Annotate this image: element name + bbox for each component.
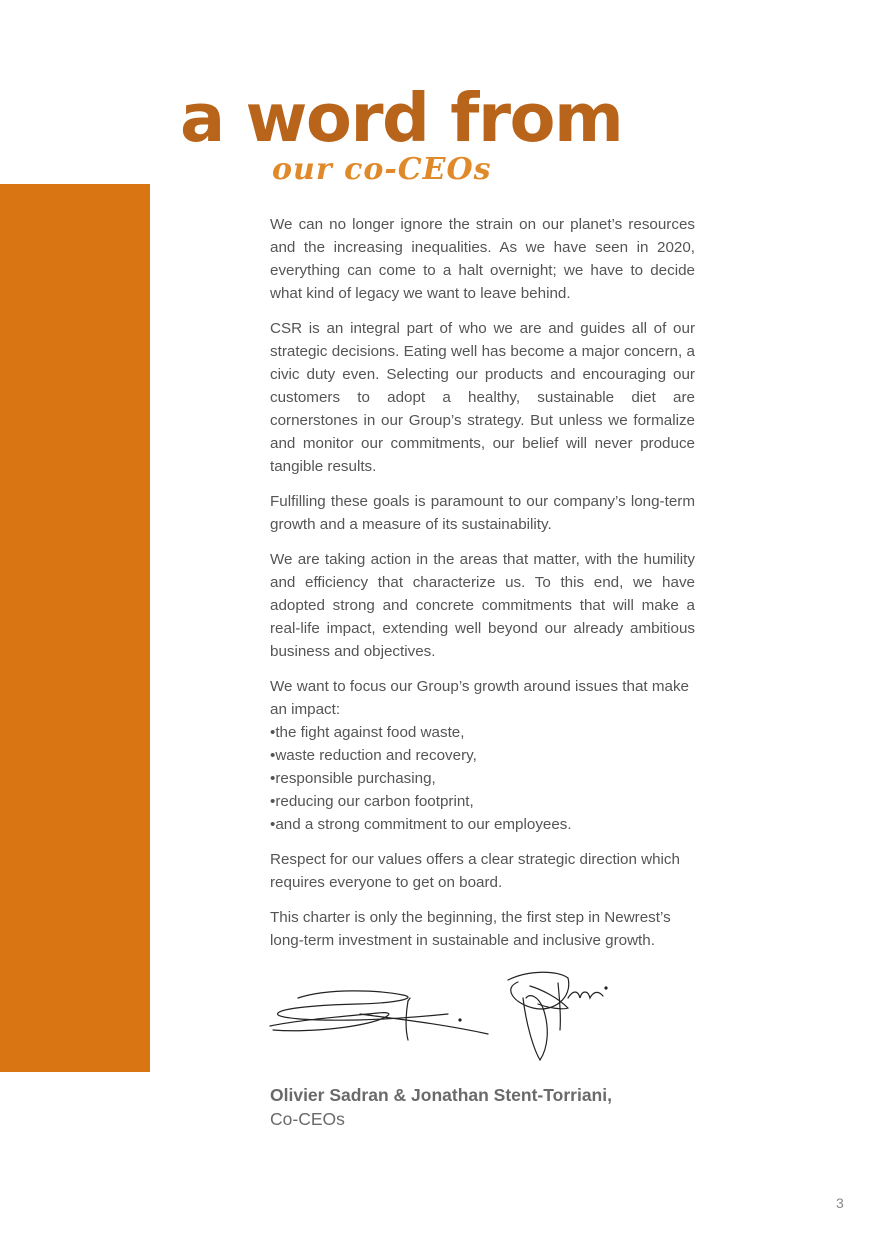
focus-item: • reducing our carbon footprint, [270,790,695,813]
page-subtitle: our co-CEOs [272,152,492,187]
focus-list [270,721,695,836]
focus-section [270,675,695,836]
paragraph: Respect for our values offers a clear strategic direction which requires everyone to get on board. [270,851,680,891]
paragraph: Fulfilling these goals is paramount to our company’s long-term growth and a measure of its sustainability. [270,493,695,533]
signature-olivier-sadran [270,991,488,1040]
focus-item: • the fight against food waste, [270,721,695,744]
focus-item: • waste reduction and recovery, [270,744,695,767]
signatures [268,968,613,1068]
page-title: a word from [180,79,623,157]
letter-body [270,213,695,964]
signer-role: Co-CEOs [270,1109,345,1129]
accent-side-bar [0,184,150,1072]
paragraph: This charter is only the beginning, the first step in Newrest’s long-term investment in sustainable and inclusive growth. [270,909,671,949]
paragraph: We are taking action in the areas that matter, with the humility and efficiency that characterize us. To this end, we have adopted strong and concrete commitments that will make a real-life impact, extending well beyond our already ambitious business and objectives. [270,551,695,660]
page-number: 3 [836,1195,844,1211]
signer-names: Olivier Sadran & Jonathan Stent-Torriani, [270,1085,612,1105]
focus-intro: We want to focus our Group’s growth around issues that make an impact: [270,678,689,718]
signature-jonathan-stent-torriani [508,972,607,1060]
paragraph: We can no longer ignore the strain on our planet’s resources and the increasing inequalities. As we have seen in 2020, everything can come to a halt overnight; we have to decide what kind of legacy we want to leave behind. [270,216,695,302]
focus-item: • responsible purchasing, [270,767,695,790]
focus-item: • and a strong commitment to our employees. [270,813,695,836]
paragraph: CSR is an integral part of who we are and guides all of our strategic decisions. Eating well has become a major concern, a civic duty even. Selecting our products and encouraging our customers to adopt a healthy, sustainable diet are cornerstones in our Group’s strategy. But unless we formalize and monitor our commitments, our belief will never produce tangible results. [270,320,695,475]
